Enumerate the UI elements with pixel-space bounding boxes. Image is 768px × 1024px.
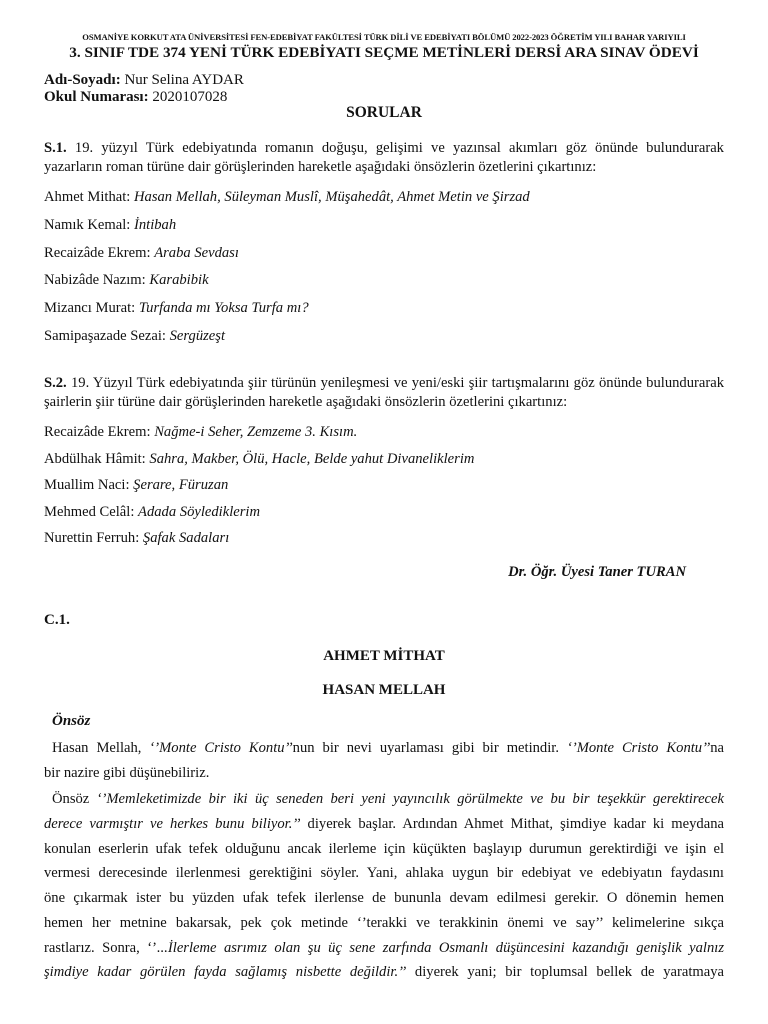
author-name: Recaizâde Ekrem: [44, 424, 155, 440]
work-titles: Nağme-i Seher, Zemzeme 3. Kısım. [154, 424, 358, 440]
question-2-item [44, 477, 228, 494]
work-titles: Hasan Mellah, Süleyman Muslî, Müşahedât, Ahmet Metin ve Şirzad [134, 189, 530, 205]
question-1-item [44, 217, 176, 234]
question-2-item [44, 504, 260, 521]
author-heading: AHMET MİTHAT [323, 648, 445, 664]
text-line: vermesi derecesinde ilerlenmesi gerektiğini söyler. Yani, ahlaka uygun bir edebiyat ve edebiyatın faydasını [44, 865, 724, 882]
work-titles: Turfanda mı Yoksa Turfa mı? [138, 300, 309, 317]
text-line: Önsöz ‘’Memleketimizde bir iki üç seneden beri yeni yayıncılık görülmekte ve bu bir teşekkür gerektirecek [52, 791, 724, 807]
answer-paragraph-1-cont [44, 761, 724, 786]
question-2-item [44, 424, 357, 441]
text-line: bir nazire gibi düşünebiliriz. [44, 765, 210, 781]
question-1-item [44, 328, 225, 345]
author-name: Mizancı Murat: [44, 300, 139, 317]
answer-paragraph-2 [52, 787, 724, 812]
exam-title: 3. SINIF TDE 374 YENİ TÜRK EDEBİYATI SEÇME METİNLERİ DERSİ ARA SINAV ÖDEVİ [69, 44, 699, 61]
student-number-label: Okul Numarası: [44, 89, 149, 105]
author-name: Nurettin Ferruh: [44, 530, 143, 546]
question-2 [44, 374, 724, 412]
work-titles: Adada Söylediklerim [138, 503, 261, 520]
author-name: Namık Kemal: [44, 216, 134, 233]
work-heading: HASAN MELLAH [322, 682, 446, 698]
work-titles: Şafak Sadaları [142, 530, 230, 546]
question-1-text: 19. yüzyıl Türk edebiyatında romanın doğuşu, gelişimi ve yazınsal akımları göz önünde bulundurarak yazarların roman türüne dair görüşlerinden hareketle aşağıdaki önsözlerin özetlerini çıkartınız: [44, 140, 724, 175]
question-1-item [44, 272, 209, 289]
work-titles: Sahra, Makber, Ölü, Hacle, Belde yahut Divaneliklerim [149, 450, 475, 467]
author-name: Samipaşazade Sezai: [44, 328, 170, 344]
question-2-item [44, 530, 229, 547]
university-header: OSMANİYE KORKUT ATA ÜNİVERSİTESİ FEN-EDEBİYAT FAKÜLTESİ TÜRK DİLİ VE EDEBİYATI BÖLÜMÜ 2022-2023 ÖĞRETİM YILI BAHAR YARIYILI [82, 32, 686, 42]
question-2-item [44, 451, 474, 468]
answer-paragraph-1 [52, 736, 724, 761]
question-1-item [44, 189, 530, 206]
student-number: 2020107028 [152, 89, 228, 105]
text-line: Hasan Mellah, ‘’Monte Cristo Kontu’’nun bir nevi uyarlaması gibi bir metindir. ‘’Monte Cristo Kontu’’na [52, 740, 724, 756]
text-line: derece varmıştır ve herkes bunu biliyor.’’ diyerek başlar. Ardından Ahmet Mithat, şimdiye kadar ki meydana [44, 816, 724, 832]
author-name: Abdülhak Hâmit: [44, 450, 150, 467]
work-titles: Şerare, Füruzan [133, 477, 229, 493]
text-line: konulan eserlerin ufak tefek olduğunu ancak ilerleme için küçükten başlayıp durumun gerektirdiği ve işin el [44, 840, 724, 857]
instructor-signature: Dr. Öğr. Üyesi Taner TURAN [508, 564, 686, 580]
author-name: Mehmed Celâl: [44, 503, 139, 520]
author-name: Nabizâde Nazım: [44, 272, 150, 289]
work-titles: İntibah [133, 216, 177, 233]
author-name: Recaizâde Ekrem: [44, 244, 155, 261]
text-line: öne çıkarmak ister bu yüzden ufak tefek ilerlense de bununla devam edilmesi gerekir. O dönemin hemen [44, 890, 724, 907]
student-name-line [44, 72, 244, 89]
question-1-label: S.1. [44, 140, 67, 156]
question-1 [44, 139, 724, 177]
student-name: Nur Selina AYDAR [124, 72, 244, 88]
author-name: Muallim Naci: [44, 477, 134, 493]
student-name-label: Adı-Soyadı: [44, 72, 121, 88]
question-1-item [44, 300, 309, 317]
preface-label: Önsöz [52, 713, 91, 729]
text-line: hemen her metnine bakarsak, pek çok metinde ‘’terakki ve terakkinin önemi ve say’’ kelimelerine sıkça [44, 914, 724, 931]
work-titles: Karabibik [149, 272, 209, 289]
questions-title: SORULAR [346, 104, 422, 121]
text-line: şimdiye kadar görülen fayda sağlamış nisbette değildir.’’ diyerek yani; bir toplumsal bellek de yaratmaya [44, 964, 724, 981]
question-2-text: 19. Yüzyıl Türk edebiyatında şiir türünün yenileşmesi ve yeni/eski şiir tartışmalarını göz önünde bulundurarak şairlerin şiir türüne dair görüşlerinden hareketle aşağıdaki önsözlerin özetlerini çıkartınız: [44, 375, 724, 410]
work-titles: Sergüzeşt [169, 328, 226, 344]
text-line: rastlarız. Sonra, ‘’...İlerleme asrımız olan şu üç sene zarfında Osmanlı düşüncesini kazandığı genişlik yalnız [44, 939, 724, 956]
question-1-item [44, 245, 239, 262]
author-name: Ahmet Mithat: [44, 189, 134, 205]
answer-paragraph-2-cont [44, 812, 724, 985]
question-2-label: S.2. [44, 375, 67, 391]
answer-label: C.1. [44, 612, 70, 628]
work-titles: Araba Sevdası [154, 244, 239, 261]
